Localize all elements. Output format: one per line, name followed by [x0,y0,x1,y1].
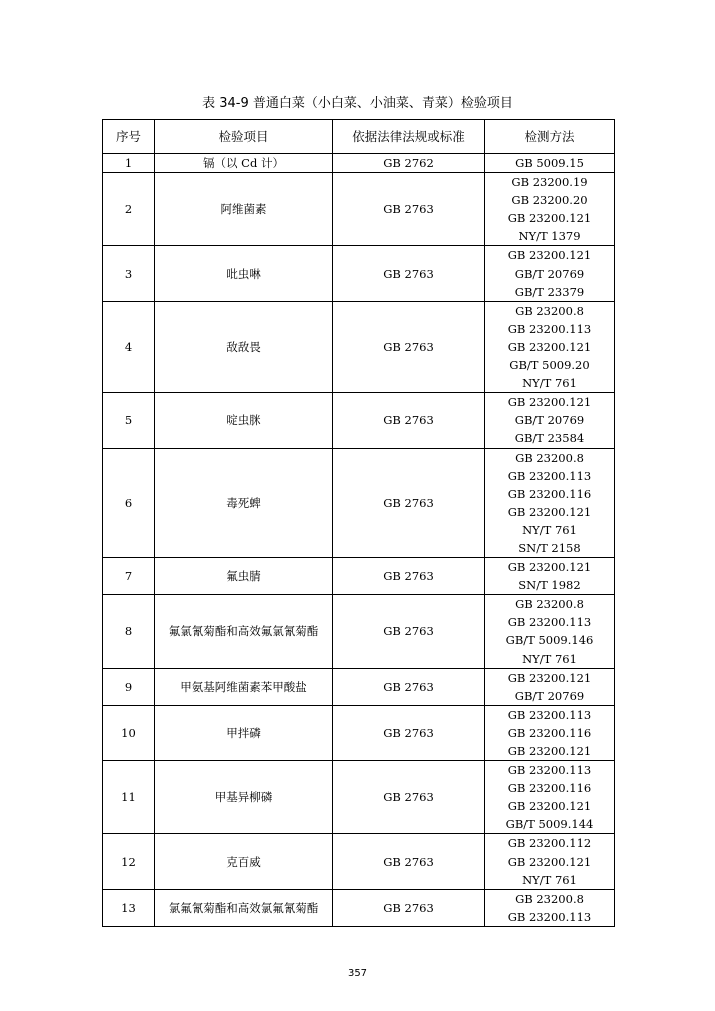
legal-standard: GB 2763 [333,173,485,246]
test-method: GB 23200.121 [507,560,592,575]
row-number: 8 [103,595,155,668]
test-methods [485,246,615,301]
test-method: GB/T 20769 [514,413,585,428]
test-methods [485,154,615,173]
header-no: 序号 [103,120,155,154]
test-method: GB 23200.121 [507,670,592,685]
table-row [103,889,615,926]
test-method: NY/T 761 [522,376,577,391]
inspection-item: 啶虫脒 [155,393,333,448]
test-method: GB 23200.121 [507,504,592,519]
test-method: GB/T 5009.146 [505,633,594,648]
header-standard: 依据法律法规或标准 [333,120,485,154]
row-number: 4 [103,301,155,392]
legal-standard: GB 2763 [333,246,485,301]
test-method: GB/T 5009.20 [509,358,590,373]
test-method: GB 23200.121 [507,744,592,758]
test-method: GB 23200.121 [507,854,592,869]
test-method: SN/T 1982 [518,578,581,593]
test-methods [485,448,615,558]
row-number: 1 [103,154,155,173]
inspection-item: 镉（以 Cd 计） [155,154,333,173]
test-methods [485,558,615,595]
test-method: GB 23200.121 [507,211,592,226]
legal-standard: GB 2763 [333,834,485,889]
table-row [103,834,615,889]
page-title: 表 34-9 普通白菜（小白菜、小油菜、青菜）检验项目 [202,96,513,111]
legal-standard: GB 2763 [333,595,485,668]
table-body [103,154,615,927]
test-method: GB 23200.121 [507,395,592,410]
table-row [103,173,615,246]
test-method: GB/T 23584 [514,431,585,446]
inspection-item: 甲拌磷 [155,705,333,760]
test-method: NY/T 761 [522,872,577,887]
test-method: GB 23200.8 [515,303,584,318]
test-method: GB 23200.113 [507,763,592,778]
table-row [103,154,615,173]
row-number: 2 [103,173,155,246]
test-method: NY/T 761 [522,522,577,537]
row-number: 12 [103,834,155,889]
table-row [103,668,615,705]
test-method: GB 23200.112 [507,836,592,851]
table-row [103,761,615,834]
inspection-item: 吡虫啉 [155,246,333,301]
test-method: GB 23200.8 [515,891,584,906]
inspection-item: 阿维菌素 [155,173,333,246]
inspection-item: 敌敌畏 [155,301,333,392]
page-number: 357 [347,968,368,979]
test-method: GB 23200.8 [515,597,584,612]
test-methods [485,761,615,834]
test-methods [485,173,615,246]
row-number: 5 [103,393,155,448]
row-number: 3 [103,246,155,301]
test-method: GB 23200.113 [507,707,592,722]
test-method: GB 23200.116 [507,725,592,740]
legal-standard: GB 2763 [333,761,485,834]
legal-standard: GB 2763 [333,558,485,595]
inspection-item: 甲基异柳磷 [155,761,333,834]
legal-standard: GB 2763 [333,889,485,926]
inspection-item: 氟氯氰菊酯和高效氟氯氰菊酯 [155,595,333,668]
legal-standard: GB 2763 [333,393,485,448]
test-method: GB 23200.8 [515,450,584,465]
inspection-item: 甲氨基阿维菌素苯甲酸盐 [155,668,333,705]
row-number: 11 [103,761,155,834]
test-methods [485,301,615,392]
test-method: GB 23200.121 [507,248,592,263]
test-method: GB 23200.121 [507,799,592,814]
header-item: 检验项目 [155,120,333,154]
test-methods [485,595,615,668]
test-method: GB 23200.113 [507,468,592,483]
test-method: GB 23200.113 [507,321,592,336]
row-number: 10 [103,705,155,760]
test-method: NY/T 761 [522,651,577,666]
inspection-items-table [102,119,615,927]
header-method: 检测方法 [485,120,615,154]
test-method: GB 23200.116 [507,486,592,501]
test-method: GB 23200.116 [507,781,592,796]
test-methods [485,889,615,926]
row-number: 13 [103,889,155,926]
table-row [103,705,615,760]
legal-standard: GB 2763 [333,668,485,705]
table-row [103,246,615,301]
test-method: GB/T 5009.144 [505,817,594,832]
table-row [103,558,615,595]
inspection-item: 氟虫腈 [155,558,333,595]
table-row [103,393,615,448]
test-methods [485,668,615,705]
inspection-item: 克百威 [155,834,333,889]
table-row [103,448,615,558]
table-row [103,301,615,392]
table-header-row [103,120,615,154]
test-methods [485,393,615,448]
inspection-item: 氯氟氰菊酯和高效氯氟氰菊酯 [155,889,333,926]
test-methods [485,834,615,889]
inspection-item: 毒死蜱 [155,448,333,558]
legal-standard: GB 2763 [333,705,485,760]
test-method: GB/T 20769 [514,688,585,703]
test-method: GB 23200.19 [511,175,588,190]
row-number: 9 [103,668,155,705]
legal-standard: GB 2763 [333,301,485,392]
table-row [103,595,615,668]
test-method: GB 23200.113 [507,615,592,630]
test-methods [485,705,615,760]
legal-standard: GB 2762 [333,154,485,173]
test-method: GB 23200.113 [507,909,592,924]
row-number: 7 [103,558,155,595]
test-method: GB/T 20769 [514,266,585,281]
test-method: GB 5009.15 [515,156,584,170]
test-method: GB 23200.20 [511,193,588,208]
legal-standard: GB 2763 [333,448,485,558]
test-method: GB 23200.121 [507,339,592,354]
row-number: 6 [103,448,155,558]
test-method: GB/T 23379 [514,284,585,299]
test-method: NY/T 1379 [518,229,581,244]
test-method: SN/T 2158 [518,540,581,555]
